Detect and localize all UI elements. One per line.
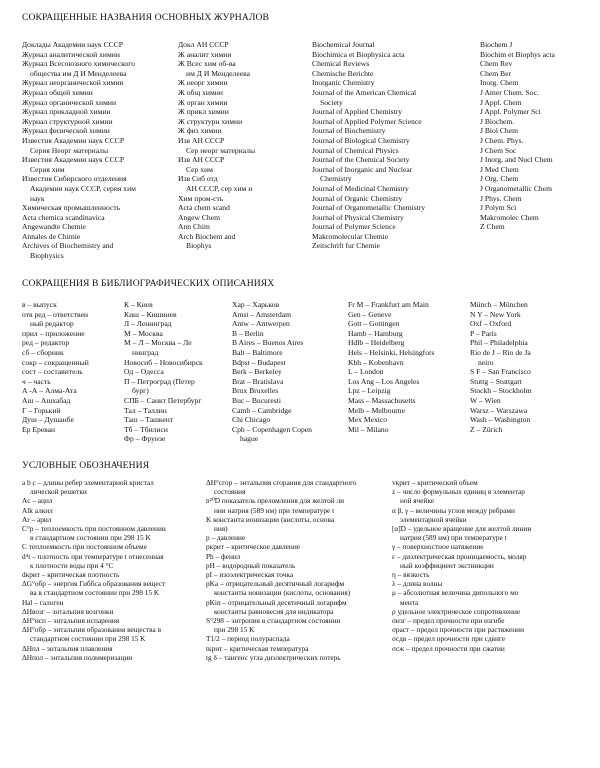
list-item: Fr M – Frankfurt am Main — [348, 300, 429, 309]
list-item: Л – Ленинград — [124, 319, 172, 329]
list-item: Alk алкил — [22, 505, 53, 515]
list-item: Ер Ереван — [22, 424, 56, 434]
list-item: Journal of Medicinal Chemistry — [312, 183, 409, 193]
list-item: Журнал неорганической химии — [22, 78, 124, 88]
list-item: Hels – Helsinki, Helsingfors — [348, 347, 435, 357]
biblio-heading: СОКРАЩЕНИЯ В БИБЛИОГРАФИЧЕСКИХ ОПИСАНИЯХ — [22, 278, 275, 289]
list-item: J Amer Chem. Soc. — [480, 87, 539, 97]
list-item: в – выпуск — [22, 300, 57, 309]
list-item: Journal of Biochemistry — [312, 126, 386, 136]
list-item: Biochem J — [480, 40, 513, 49]
list-item: ε – диэлектрическая проницаемость, моляр — [392, 551, 527, 561]
list-item: J Chem Soc — [480, 145, 517, 155]
list-item: натрия (589 нм) при температуре t — [400, 533, 507, 543]
list-item: АН СССР, сер хим и — [186, 183, 253, 193]
list-item: ный редактор — [30, 319, 74, 329]
list-item: z – число формульных единиц в элементар — [392, 487, 525, 497]
list-item: Buc – Bucuresti — [232, 395, 281, 405]
list-item: σсж – предел прочности при сжатии — [392, 643, 505, 653]
list-item: Lpz – Leipzig — [348, 386, 391, 396]
list-item: Amst – Amsterdam — [232, 309, 292, 319]
symbols-heading: УСЛОВНЫЕ ОБОЗНАЧЕНИЯ — [22, 460, 150, 471]
list-item: Хар – Харьков — [232, 300, 280, 309]
list-item: им Д И Менделеева — [186, 68, 250, 78]
list-item: σизг – предел прочности при изгибе — [392, 616, 505, 626]
list-item: Journal of Biological Chemistry — [312, 135, 410, 145]
list-item: состояния — [214, 487, 246, 497]
symbols-column-2 — [206, 478, 384, 662]
list-item: N Y – New York — [470, 309, 521, 319]
list-item: Сер хим — [186, 164, 213, 174]
list-item: η – вязкость — [392, 570, 430, 580]
list-item: общества им Д И Менделеева — [30, 68, 127, 78]
list-item: Journal of Chemical Physics — [312, 145, 399, 155]
list-item: Mex Mexico — [348, 415, 388, 425]
list-item: мента — [400, 597, 419, 607]
list-item: Hamb – Hamburg — [348, 328, 403, 338]
list-item: Hal – галоген — [22, 597, 64, 607]
list-item: Angewandte Chemie — [22, 222, 86, 232]
list-item: Ph – фенил — [206, 551, 241, 561]
list-item: ΔHпл – энтальпия плавления — [22, 643, 113, 653]
list-item: Журнал органической химии — [22, 97, 117, 107]
list-item: Академии наук СССР, серия хим — [30, 183, 136, 193]
list-item: Journal of Organic Chemistry — [312, 193, 403, 203]
list-item: ΔH°обр – энтальпия образования вещества в — [22, 625, 162, 635]
list-item: Journal of Applied Polymer Science — [312, 116, 422, 126]
list-item: Chemistry — [320, 174, 352, 184]
list-item: прил – приложение — [22, 328, 85, 338]
list-item: Изв Сиб отд — [178, 174, 218, 184]
list-item: Cph – Copenhagen Copen — [232, 424, 312, 434]
list-item: Journal of the Chemical Society — [312, 155, 410, 165]
list-item: константы ионизации (кислоты, основания) — [214, 588, 351, 598]
list-item: Z – Zürich — [470, 424, 503, 434]
list-item: константы равновесия для индикатора — [214, 606, 334, 616]
list-item: Balt – Baltimore — [232, 347, 283, 357]
list-item: Arch Biochem and — [178, 231, 236, 241]
list-item: Journal of Inorganic and Nuclear — [312, 164, 413, 174]
list-item: Известия Академии наук СССР — [22, 155, 125, 165]
list-item: отв ред – ответствен — [22, 309, 89, 319]
list-item: Chi Chicago — [232, 415, 271, 425]
list-item: Журнал прикладной химии — [22, 107, 111, 117]
list-item: Society — [320, 97, 343, 107]
list-item: Gott – Gottingen — [348, 319, 400, 329]
list-item: Ж орган химии — [178, 97, 228, 107]
list-item: T1/2 – период полураспада — [206, 634, 290, 644]
list-item: Mil – Milano — [348, 424, 389, 434]
list-item: Ac – ацил — [22, 496, 53, 506]
list-item: Biochim et Biophys acta — [480, 49, 555, 59]
list-item: К – Киев — [124, 300, 153, 309]
list-item: Inorganic Chemistry — [312, 78, 375, 88]
journals-ru-abbr-column — [178, 40, 306, 251]
list-item: Berk – Berkeley — [232, 367, 282, 377]
list-item: элементарной ячейки — [400, 514, 467, 524]
list-item: tg δ – тангенс угла диэлектрических потерь — [206, 652, 341, 662]
list-item: Таш – Ташкент — [124, 415, 174, 425]
list-item: J Organometallic Chem — [480, 183, 552, 193]
list-item: нии натрия (589 нм) при температуре t — [214, 505, 335, 515]
list-item: tкрит – критическая температура — [206, 643, 309, 653]
list-item: J Biochem. — [480, 116, 515, 126]
list-item: Biochemical Journal — [312, 40, 375, 49]
list-item: ρ удельное электрическое сопротивление — [392, 606, 521, 616]
list-item: Brat – Bratislava — [232, 376, 284, 386]
list-item: Од – Одесса — [124, 367, 164, 377]
list-item: Хим пром-сть — [178, 193, 224, 203]
list-item: Archives of Biochemistry and — [22, 241, 114, 251]
list-item: Тб – Тбилиси — [124, 424, 168, 434]
list-item: Известия Сибирского отделения — [22, 174, 127, 184]
list-item: p – давление — [206, 533, 246, 543]
list-item: J Org. Chem — [480, 174, 519, 184]
list-item: Chemische Berichte — [312, 68, 374, 78]
list-item: Ж общ химии — [178, 87, 223, 97]
list-item: Bdpst – Budapest — [232, 357, 286, 367]
list-item: ΔH°исп – энтальпия испарения — [22, 616, 120, 626]
list-item: Oxf – Oxford — [470, 319, 512, 329]
list-item: Душ – Душанбе — [22, 415, 74, 425]
list-item: pH – водородный показатель — [206, 560, 296, 570]
list-item: Журнал структурной химии — [22, 116, 113, 126]
list-item: ва в стандартном состоянии при 298 15 K — [30, 588, 160, 598]
list-item: сост – составитель — [22, 367, 83, 377]
list-item: Biophysics — [30, 251, 64, 261]
list-item: Киш – Кишинев — [124, 309, 177, 319]
list-item: Chem Rev — [480, 59, 513, 69]
list-item: Журнал Всесоюзного химического — [22, 59, 135, 69]
list-item: лической решетки — [30, 487, 87, 497]
biblio-column-1 — [22, 300, 120, 434]
list-item: J Med Chem — [480, 164, 519, 174]
list-item: Г – Горький — [22, 405, 61, 415]
list-item: Los Ang – Los Angeles — [348, 376, 420, 386]
list-item: J Appl. Chem — [480, 97, 522, 107]
list-item: ной ячейке — [400, 496, 435, 506]
list-item: α β, γ – величины углов между ребрами — [392, 505, 515, 515]
list-item: W – Wien — [470, 395, 501, 405]
list-item: Ann Chim — [178, 222, 210, 232]
list-item: γ – поверхностное натяжение — [392, 542, 484, 552]
list-item: стандартном состоянии при 298 15 K — [30, 634, 146, 644]
list-item: a b c – длины ребер элементарной кристал — [22, 478, 154, 487]
list-item: J Polym Sci — [480, 203, 517, 213]
list-item: Chem Ber — [480, 68, 512, 78]
list-item: d⁴t – плотность при температуре t отнесенная — [22, 551, 164, 561]
list-item: сокр – сокращенный — [22, 357, 89, 367]
list-item: СПБ – Санкт Петербург — [124, 395, 202, 405]
list-item: J Phys. Chem — [480, 193, 522, 203]
list-item: Hdlb – Heidelberg — [348, 338, 405, 348]
list-item: Ж неорг химии — [178, 78, 228, 88]
list-item: Chemical Reviews — [312, 59, 370, 69]
list-item: Z Chem — [480, 222, 505, 232]
list-item: Journal of Physical Chemistry — [312, 212, 404, 222]
list-item: B Aires – Buenos Aires — [232, 338, 304, 348]
symbols-column-3 — [392, 478, 594, 653]
list-item: σраст – предел прочности при растяжении — [392, 625, 524, 635]
list-item: Rio de J – Rio de Ja — [470, 347, 531, 357]
list-item: pI – изоэлектрическая точка — [206, 570, 294, 580]
list-item: Журнал физической химии — [22, 126, 110, 136]
list-item: Journal of Organometallic Chemistry — [312, 203, 426, 213]
list-item: J Appl. Polymer Sci — [480, 107, 541, 117]
list-item: μ – абсолютная величина дипольного мо — [392, 588, 519, 598]
list-item: Фр – Фрунзе — [124, 434, 166, 444]
list-item: Inorg. Chem — [480, 78, 519, 88]
list-item: Annales de Chimie — [22, 231, 81, 241]
list-item: S F – San Francisco — [470, 367, 531, 377]
list-item: Химическая промышленность — [22, 203, 121, 213]
list-item: нинград — [132, 347, 159, 357]
symbols-column-1 — [22, 478, 200, 662]
list-item: Новосиб – Новосибирск — [124, 357, 203, 367]
list-item: Warsz – Warszawa — [470, 405, 528, 415]
list-item: Тал – Таллин — [124, 405, 167, 415]
list-item: бург) — [132, 386, 149, 396]
list-item: Brux Bruxelles — [232, 386, 279, 396]
journals-en-abbr-column — [480, 40, 592, 232]
biblio-column-3 — [232, 300, 344, 444]
list-item: ный коэффициент экстинкции — [400, 560, 494, 570]
list-item: Ar – арил — [22, 514, 52, 524]
list-item: Сер неорг материалы — [186, 145, 256, 155]
list-item: C теплоемкость при постоянном объеме — [22, 542, 147, 552]
list-item: Angew Chem — [178, 212, 220, 222]
list-item: наук — [30, 193, 45, 203]
biblio-column-4 — [348, 300, 466, 434]
list-item: в стандартном состоянии при 298 15 K — [30, 533, 151, 543]
list-item: pKin – отрицательный десятичный логарифм — [206, 597, 347, 607]
list-item: Camb – Cambridge — [232, 405, 292, 415]
list-item: ния) — [214, 524, 228, 534]
list-item: hague — [240, 434, 259, 444]
list-item: Серия Неорг материалы — [30, 145, 109, 155]
list-item: S°298 – энтропия в стандартном состоянии — [206, 616, 341, 626]
list-item: J Biol Chem — [480, 126, 518, 136]
list-item: Журнал общей химии — [22, 87, 93, 97]
list-item: L – London — [348, 367, 384, 377]
biblio-column-5 — [470, 300, 594, 434]
journals-heading: СОКРАЩЕННЫЕ НАЗВАНИЯ ОСНОВНЫХ ЖУРНАЛОВ — [22, 12, 269, 23]
list-item: ΔG°обр – энергия Гиббса образования вещест — [22, 579, 166, 589]
list-item: Ж физ химии — [178, 126, 222, 136]
list-item: Antw – Antwerpen — [232, 319, 290, 329]
list-item: Докл АН СССР — [178, 40, 229, 49]
list-item: Makromolec Chem — [480, 212, 539, 222]
list-item: Acta chemica scandinavica — [22, 212, 105, 222]
list-item: vкрит – критический объем — [392, 478, 478, 487]
list-item: pкрит – критическое давление — [206, 542, 300, 552]
list-item: Journal of Polymer Science — [312, 222, 396, 232]
list-item: λ – длина волны — [392, 579, 443, 589]
list-item: ΔHпол – энтальпия полимеризации — [22, 652, 133, 662]
list-item: neiro — [478, 357, 494, 367]
list-item: Ж аналит химии — [178, 49, 232, 59]
list-item: dкрит – критическая плотность — [22, 570, 120, 580]
journals-en-full-column — [312, 40, 470, 251]
list-item: Makromolecular Chemie — [312, 231, 389, 241]
list-item: А -А – Алма-Ата — [22, 386, 77, 396]
list-item: Zeitschrift fur Chemie — [312, 241, 380, 251]
list-item: Серия хим — [30, 164, 65, 174]
list-item: Mass – Massachusetts — [348, 395, 416, 405]
list-item: Melb – Melbourne — [348, 405, 405, 415]
list-item: Stockh – Stockholm — [470, 386, 532, 396]
list-item: Münch – München — [470, 300, 528, 309]
list-item: Wash – Washington — [470, 415, 531, 425]
list-item: J Chem. Phys. — [480, 135, 524, 145]
list-item: C°p – теплоемкость при постоянном давлении — [22, 524, 166, 534]
list-item: P – Paris — [470, 328, 497, 338]
list-item: М – Л – Москва – Ле — [124, 338, 192, 348]
list-item: П – Петроград (Петер — [124, 376, 195, 386]
list-item: при 298 15 K — [214, 625, 255, 635]
list-item: к плотности воды при 4 °C — [30, 560, 114, 570]
list-item: Stuttg – Stuttgart — [470, 376, 522, 386]
list-item: Kbh – Kobenhavn — [348, 357, 404, 367]
list-item: Ж Всес хим об-ва — [178, 59, 236, 69]
list-item: Доклады Академии наук СССР — [22, 40, 124, 49]
list-item: Изв АН СССР — [178, 135, 225, 145]
list-item: ред – редактор — [22, 338, 70, 348]
list-item: [α]D – удельное вращение для желтой линии — [392, 524, 532, 534]
list-item: ΔH°сгор – энтальпия сгорания для стандартного — [206, 478, 357, 487]
list-item: B – Berlin — [232, 328, 264, 338]
list-item: Ж прикл химии — [178, 107, 229, 117]
list-item: Изв АН СССР — [178, 155, 225, 165]
list-item: М – Москва — [124, 328, 163, 338]
biblio-column-2 — [124, 300, 228, 444]
list-item: ΔHвозг – энтальпия возгонки — [22, 606, 114, 616]
list-item: Biochimica et Biophysica acta — [312, 49, 405, 59]
list-item: Journal of Applied Chemistry — [312, 107, 403, 117]
list-item: Phil – Philadelphia — [470, 338, 528, 348]
list-item: Gen – Geneve — [348, 309, 392, 319]
list-item: K константа ионизации (кислоты, основа — [206, 514, 335, 524]
list-item: Известия Академии наук СССР — [22, 135, 125, 145]
list-item: Acta chem scand — [178, 203, 230, 213]
list-item: сб – сборник — [22, 347, 64, 357]
list-item: σсдв – предел прочности при сдвиге — [392, 634, 506, 644]
list-item: Journal of the American Chemical — [312, 87, 417, 97]
list-item: Журнал аналитической химии — [22, 49, 120, 59]
list-item: n²⁰D показатель преломления для желтой ли — [206, 496, 345, 506]
list-item: J Inorg. and Nucl Chem — [480, 155, 553, 165]
list-item: Biophys — [186, 241, 212, 251]
list-item: Аш – Ашхабад — [22, 395, 71, 405]
journals-ru-full-column — [22, 40, 172, 261]
list-item: ч – часть — [22, 376, 51, 386]
list-item: Ж структурн химии — [178, 116, 243, 126]
list-item: pKa – отрицательный десятичный логарифм — [206, 579, 345, 589]
